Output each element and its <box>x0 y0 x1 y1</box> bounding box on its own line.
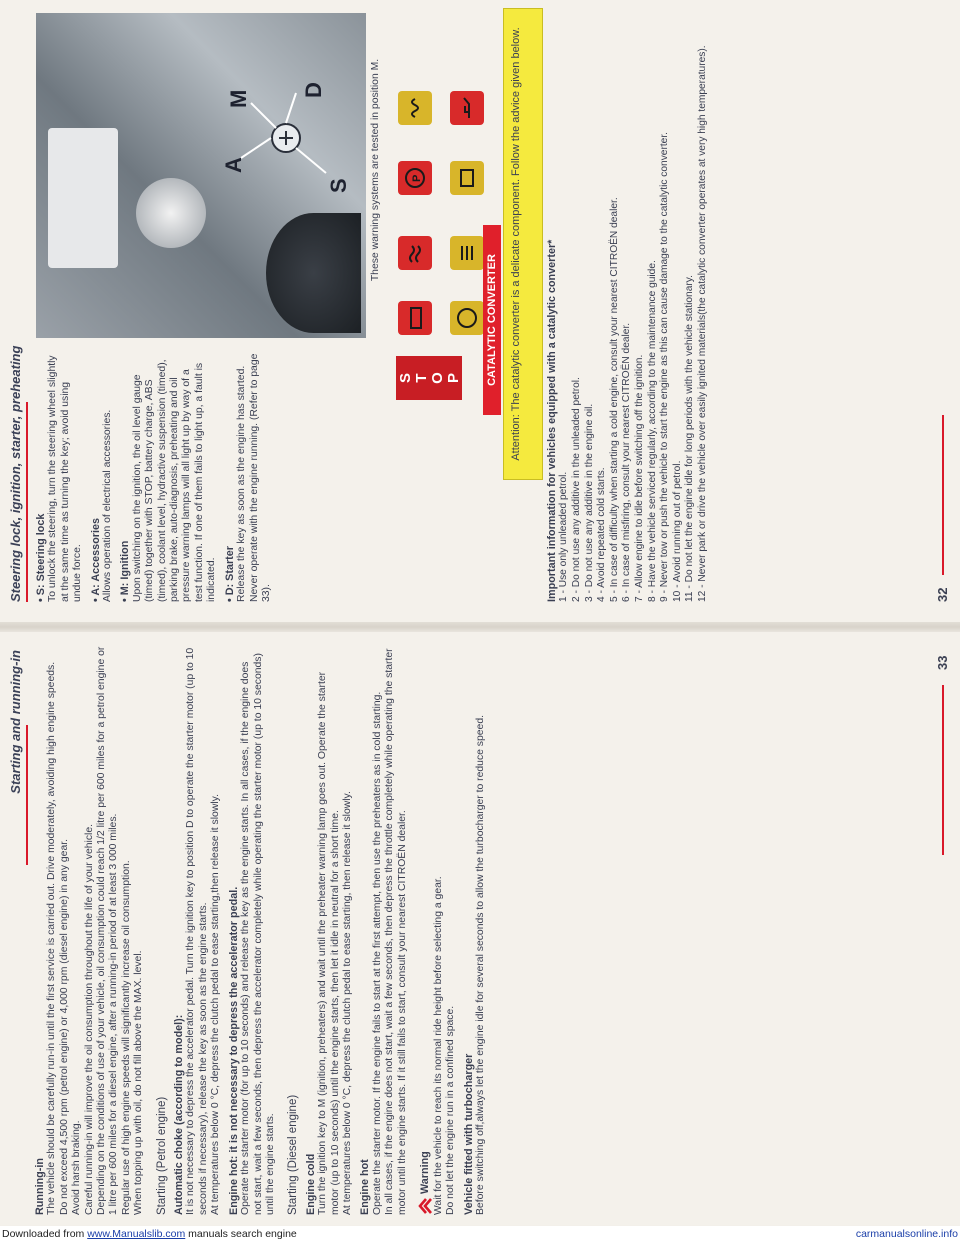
section-title: Running-in <box>34 1158 46 1215</box>
rule-item: 11 - Do not let the engine idle for long periods with the vehicle stationary. <box>684 275 696 602</box>
oil-pressure-warning-icon <box>450 91 484 125</box>
section-title: • S: Steering lock <box>35 513 47 602</box>
text-line: The vehicle should be carefully run-in until the first service is carried out. Drive moderately, avoiding high engine speeds. <box>46 661 58 1215</box>
text-line: Do not let the engine run in a confined space. <box>445 1005 457 1215</box>
section-title: Starting (Diesel engine) <box>287 1094 300 1215</box>
text-line: Regular use of high engine speeds will significantly increase oil consumption. <box>120 860 132 1215</box>
preheating-warning-icon <box>398 91 432 125</box>
text-line: Before switching off,always let the engine idle for several seconds to allow the turbocharger to reduce speed. <box>475 714 487 1215</box>
page-32 <box>0 0 960 620</box>
important-title: Important information for vehicles equipped with a catalytic converter* <box>546 239 558 602</box>
text-line: At temperatures below 0 °C, depress the clutch pedal to ease starting,then release it slowly. <box>210 794 222 1215</box>
rules-list <box>558 12 709 602</box>
section-text: To unlock the steering, turn the steering wheel slightly at the same time as turning the key; avoid using undue force. <box>47 355 84 602</box>
section-title: Engine cold <box>304 1153 317 1215</box>
ignition-lock-icon <box>136 178 206 248</box>
page-number: 32 <box>935 587 950 602</box>
footer-suffix: manuals search engine <box>185 1228 297 1240</box>
text-line: Careful running-in will improve the oil consumption throughout the life of your vehicle. <box>83 823 95 1215</box>
attention-text: Attention: The catalytic converter is a delicate component. Follow the advice given below. <box>510 27 522 461</box>
citroen-chevron-icon <box>417 1197 433 1215</box>
rule-item: 1 - Use only unleaded petrol. <box>558 471 570 602</box>
battery-warning-icon <box>398 301 432 335</box>
warning-title-text: Warning <box>418 1151 431 1194</box>
text-line: At temperatures below 0 °C, depress the clutch pedal to ease starting, then release it slowly. <box>341 791 353 1215</box>
key-position-diagram <box>221 78 351 198</box>
switch-panel <box>48 128 118 268</box>
text-line: Depending on the conditions of use of your vehicle, oil consumption could reach 1/2 litre per 600 miles for a petrol engine or 1 litre per 600 miles for a diesel engine, after a running-in period of at least 3 000 miles. <box>96 646 120 1215</box>
rule-item: 7 - Allow engine to idle before switching off the ignition. <box>633 354 645 602</box>
text-line: Do not exceed 4,500 rpm (petrol engine) or 4,000 rpm (diesel engine) in any gear. <box>58 838 70 1215</box>
auto-diagnosis-warning-icon <box>450 161 484 195</box>
attention-box <box>503 8 543 480</box>
section-title: • M: Ignition <box>119 540 132 602</box>
section-text: Allows operation of electrical accessories. <box>102 409 114 602</box>
text-line: When topping up with oil, do not fill above the MAX. level. <box>133 950 145 1215</box>
section-title: • D: Starter <box>223 546 236 602</box>
ignition-photo <box>36 13 366 338</box>
rule-item: 9 - Never tow or push the vehicle to start the engine as this can cause damage to the catalytic converter. <box>659 131 671 602</box>
section-text: Release the key as soon as the engine has started. Never operate with the engine running. (Refer to page 33). <box>236 353 272 602</box>
rule-item: 6 - In case of misfiring, consult your nearest CITROËN dealer. <box>621 322 633 602</box>
key-label-a: A <box>221 157 246 173</box>
download-footer <box>0 1226 960 1242</box>
page-header: Starting and running-in <box>8 650 23 794</box>
rule-item: 3 - Do not use any additive in the engine oil. <box>583 403 595 602</box>
header-rule <box>26 402 28 602</box>
rule-item: 5 - In case of difficulty when starting a cold engine, consult your nearest CITROËN dealer. <box>608 197 620 602</box>
key-label-d: D <box>301 82 326 98</box>
rule-item: 2 - Do not use any additive in the unleaded petrol. <box>571 377 582 602</box>
text-line: In all cases, if the engine does not start, wait a few seconds, then depress the throttle completely while operating the starter motor until the engine starts. If it still fails to start, consult your nearest CITROËN dealer. <box>384 648 408 1215</box>
section-title: Starting (Petrol engine) <box>155 1096 168 1215</box>
footer-rule <box>942 415 944 575</box>
instrument-dial <box>266 213 361 333</box>
header-rule <box>26 725 28 865</box>
key-label-m: M <box>226 89 251 108</box>
footer-prefix: Downloaded from <box>2 1228 88 1240</box>
stop-label: S T O P <box>397 372 462 384</box>
text-line: It is not necessary to depress the accelerator pedal. Turn the ignition key to position D to operate the starter motor (up to 10 seconds if necessary), release the key as soon as the engine starts. <box>185 647 209 1215</box>
rule-item: 10 - Avoid running out of petrol. <box>671 460 683 602</box>
svg-text:P: P <box>411 174 423 182</box>
abs-warning-icon <box>450 301 484 335</box>
stop-warning-lamp <box>396 356 462 400</box>
rule-item: 4 - Avoid repeated cold starts. <box>596 467 608 602</box>
text-line: Wait for the vehicle to reach its normal ride height before selecting a gear. <box>432 876 444 1215</box>
section-title: Vehicle fitted with turbocharger <box>462 1053 475 1215</box>
section-title: Engine hot: it is not necessary to depress the accelerator pedal. <box>227 886 240 1215</box>
watermark: carmanualsonline.info <box>855 1228 958 1240</box>
section-title: Automatic choke (according to model): <box>173 1014 186 1215</box>
page-33 <box>0 632 960 1225</box>
key-label-s: S <box>326 178 351 193</box>
warning-title <box>417 645 433 1215</box>
rule-item: 8 - Have the vehicle serviced regularly, according to the maintenance guide. <box>646 260 658 602</box>
page-header: Steering lock, ignition, starter, preheating <box>8 345 23 602</box>
parking-brake-warning-icon <box>398 161 432 195</box>
section-title: • A: Accessories <box>89 518 102 602</box>
rule-item: 12 - Never park or drive the vehicle over easily ignited materials(the catalytic converter operates at very high temperatures). <box>696 45 708 602</box>
page-number: 33 <box>935 655 950 670</box>
text-line: Turn the ignition key to M (ignition, preheaters) and wait until the preheater warning lamp goes out. Operate the starter motor (up to 10 seconds) until the engine starts, then let it idle in neutral for a short time. <box>317 671 341 1215</box>
text-line: Avoid harsh braking. <box>71 1120 83 1215</box>
text-line: Operate the starter motor. If the engine fails to start at the first attempt, then use the preheaters as in cold starting. <box>371 691 383 1215</box>
coolant-warning-icon <box>398 236 432 270</box>
text-line: Operate the starter motor (for up to 10 seconds) and release the key as the engine starts. In all cases, if the engine does not start, wait a few seconds, then depress the accelerator completely while operating the starter motor (up to 10 seconds) until the engine starts. <box>240 653 276 1215</box>
section-text: Upon switching on the ignition, the oil level gauge (timed) together with STOP, battery charge, ABS (timed), coolant level, hydractive suspension (timed), parking brake, auto-diagnosis, preheating and oil pressure warning lamps will all light up by way of a test function. If one of them fails to light up, a fault is indicated. <box>131 359 218 602</box>
suspension-warning-icon <box>450 236 484 270</box>
manualslib-link[interactable]: www.Manualslib.com <box>87 1228 186 1240</box>
text-column <box>34 645 488 1215</box>
catalytic-rules <box>546 12 710 602</box>
footer-rule <box>942 685 944 855</box>
page-fold <box>0 622 960 632</box>
catalytic-converter-banner: CATALYTIC CONVERTER <box>483 225 501 415</box>
tested-caption: These warning systems are tested in position M. <box>370 58 381 282</box>
section-title: Engine hot <box>359 1159 372 1215</box>
text-column <box>30 352 273 602</box>
